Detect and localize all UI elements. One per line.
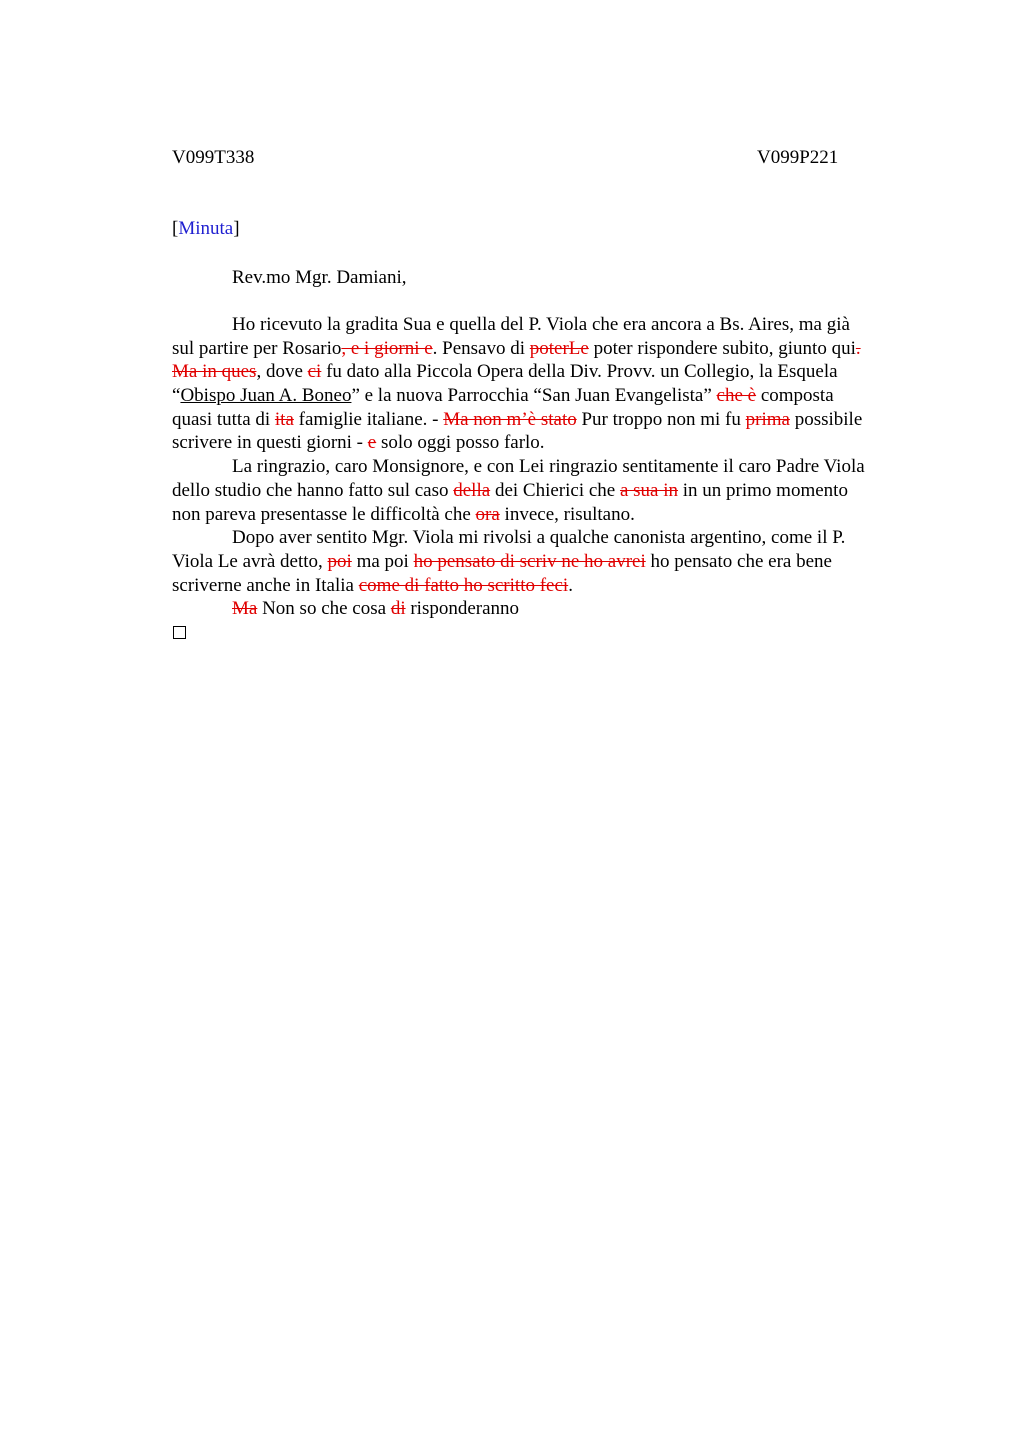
deleted-text: ho pensato di scriv ne ho avrei: [413, 550, 646, 572]
body-text-segment: ma poi: [351, 550, 414, 572]
body-text-segment: composta: [756, 385, 834, 407]
deleted-text: , e i giorni e: [341, 337, 433, 359]
body-text-segment: Viola Le avrà detto,: [172, 550, 328, 572]
underlined-text: Obispo Juan A. Boneo: [180, 385, 352, 407]
body-text-segment: . Pensavo di: [432, 337, 530, 359]
body-text-segment: La ringrazio, caro Monsignore, e con Lei ringrazio sentitamente il caro Padre Viola: [232, 456, 865, 478]
salutation: Rev.mo Mgr. Damiani,: [232, 267, 407, 288]
body-text-segment: sul partire per Rosario: [172, 337, 342, 359]
body-text-segment: poter rispondere subito, giunto qui: [588, 337, 856, 359]
body-text-segment: non pareva presentasse le difficoltà che: [172, 503, 476, 525]
body-text-segment: dello studio che hanno fatto sul caso: [172, 479, 454, 501]
body-text-segment: ” e la nuova Parrocchia “San Juan Evangelista”: [351, 385, 717, 407]
deleted-text: e: [367, 432, 377, 454]
body-text-segment: scriverne anche in Italia: [172, 574, 359, 596]
body-line: [172, 408, 932, 432]
letter-body: [172, 313, 932, 621]
body-text-segment: ho pensato che era bene: [645, 550, 832, 572]
body-line: [172, 574, 932, 598]
body-line: [172, 550, 932, 574]
body-text-segment: dei Chierici che: [490, 479, 620, 501]
body-text-segment: Pur troppo non mi fu: [576, 408, 746, 430]
body-line: [172, 313, 932, 337]
body-line: [172, 337, 932, 361]
deleted-text: poterLe: [529, 337, 589, 359]
body-text-segment: Ho ricevuto la gradita Sua e quella del P. Viola che era ancora a Bs. Aires, ma già: [232, 314, 850, 335]
body-line: [172, 597, 932, 621]
deleted-text: Ma in ques: [172, 361, 257, 383]
deleted-text: di: [390, 598, 406, 620]
deleted-text: che è: [716, 385, 757, 407]
body-text-segment: , dove: [256, 361, 308, 383]
deleted-text: prima: [745, 408, 790, 430]
deleted-text: come di fatto ho scritto feci: [358, 574, 569, 596]
body-line: [172, 360, 932, 384]
end-marker-box: [173, 626, 186, 639]
body-line: [172, 526, 932, 550]
document-code-left: V099T338: [172, 147, 255, 168]
body-text-segment: in un primo momento: [678, 479, 848, 501]
minuta-link[interactable]: Minuta: [178, 218, 234, 239]
open-bracket: [: [172, 218, 179, 239]
body-text-segment: invece, risultano.: [499, 503, 635, 525]
body-text-segment: scrivere in questi giorni -: [172, 432, 368, 454]
body-text-segment: risponderanno: [405, 598, 520, 620]
body-line: [172, 431, 932, 455]
body-line: [172, 479, 932, 503]
body-text-segment: possibile: [789, 408, 863, 430]
body-text-segment: fu dato alla Piccola Opera della Div. Provv. un Collegio, la Esquela: [321, 361, 838, 383]
body-text-segment: solo oggi posso farlo.: [376, 432, 545, 454]
deleted-text: a sua in: [619, 479, 679, 501]
deleted-text: ita: [274, 408, 294, 430]
deleted-text: poi: [327, 550, 352, 572]
body-text-segment: famiglie italiane. -: [293, 408, 444, 430]
body-text-segment: quasi tutta di: [172, 408, 275, 430]
deleted-text: Ma: [232, 598, 258, 620]
deleted-text: Ma non m’è stato: [443, 408, 577, 430]
body-text-segment: Dopo aver sentito Mgr. Viola mi rivolsi a qualche canonista argentino, come il P.: [232, 527, 846, 549]
body-line: [172, 503, 932, 527]
deleted-text: .: [855, 337, 861, 359]
body-text-segment: Non so che cosa: [257, 598, 391, 620]
body-line: [172, 384, 932, 408]
body-text-segment: “: [172, 385, 181, 407]
deleted-text: ora: [475, 503, 500, 525]
deleted-text: ci: [307, 361, 322, 383]
minuta-label: [172, 217, 240, 241]
body-line: [172, 455, 932, 479]
close-bracket: ]: [233, 218, 240, 239]
body-text-segment: .: [568, 574, 573, 596]
deleted-text: della: [453, 479, 491, 501]
document-code-right: V099P221: [757, 147, 839, 168]
